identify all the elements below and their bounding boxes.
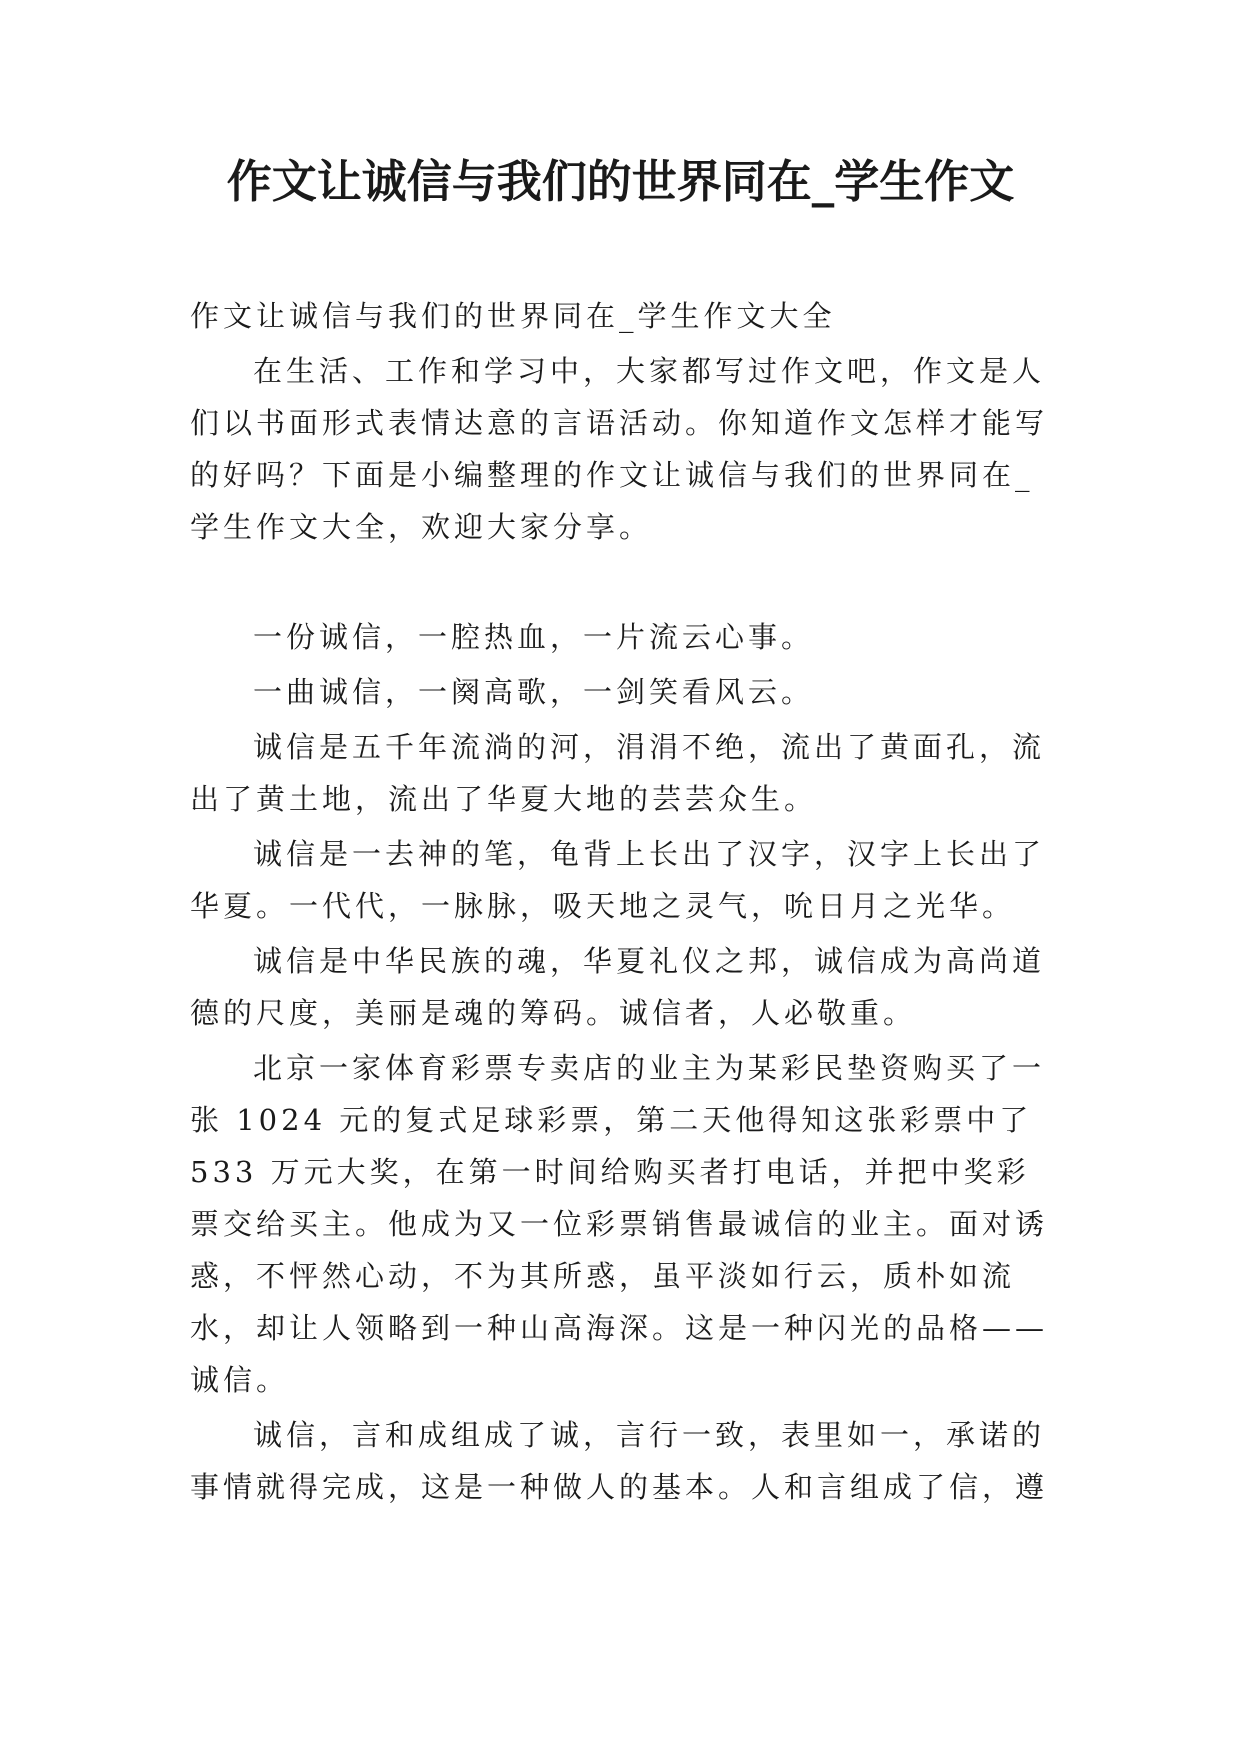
document-subtitle: 作文让诚信与我们的世界同在_学生作文大全	[190, 299, 836, 333]
paragraph-lottery-story: 北京一家体育彩票专卖店的业主为某彩民垫资购买了一张 1024 元的复式足球彩票，第二天他得知这张彩票中了 533 万元大奖，在第一时间给购买者打电话，并把中奖彩票交给买主。他成为又一位彩票销售最诚信的业主。面对诱惑，不怦然心动，不为其所惑，虽平淡如行云，质朴如流水，却让人领略到一种山高海深。这是一种闪光的品格——诚信。	[190, 1051, 1049, 1397]
paragraph-soul: 诚信是中华民族的魂，华夏礼仪之邦，诚信成为高尚道德的尺度，美丽是魂的筹码。诚信者，人必敬重。	[190, 944, 1046, 1030]
paragraph-verse-2: 一曲诚信，一阕高歌，一剑笑看风云。	[253, 675, 815, 709]
paragraph-pen: 诚信是一去神的笔，龟背上长出了汉字，汉字上长出了华夏。一代代，一脉脉，吸天地之灵气，吮日月之光华。	[190, 837, 1046, 923]
document-title: 作文让诚信与我们的世界同在_学生作文	[226, 155, 1015, 208]
paragraph-river: 诚信是五千年流淌的河，涓涓不绝，流出了黄面孔，流出了黄土地，流出了华夏大地的芸芸众生。	[190, 730, 1046, 816]
paragraph-definition: 诚信，言和成组成了诚，言行一致，表里如一，承诺的事情就得完成，这是一种做人的基本。人和言组成了信，遵	[190, 1418, 1049, 1504]
document-body	[190, 290, 1060, 1516]
paragraph-intro: 在生活、工作和学习中，大家都写过作文吧，作文是人们以书面形式表情达意的言语活动。你知道作文怎样才能写的好吗？下面是小编整理的作文让诚信与我们的世界同在_学生作文大全，欢迎大家分享。	[190, 354, 1049, 544]
paragraph-verse-1: 一份诚信，一腔热血，一片流云心事。	[253, 620, 815, 654]
